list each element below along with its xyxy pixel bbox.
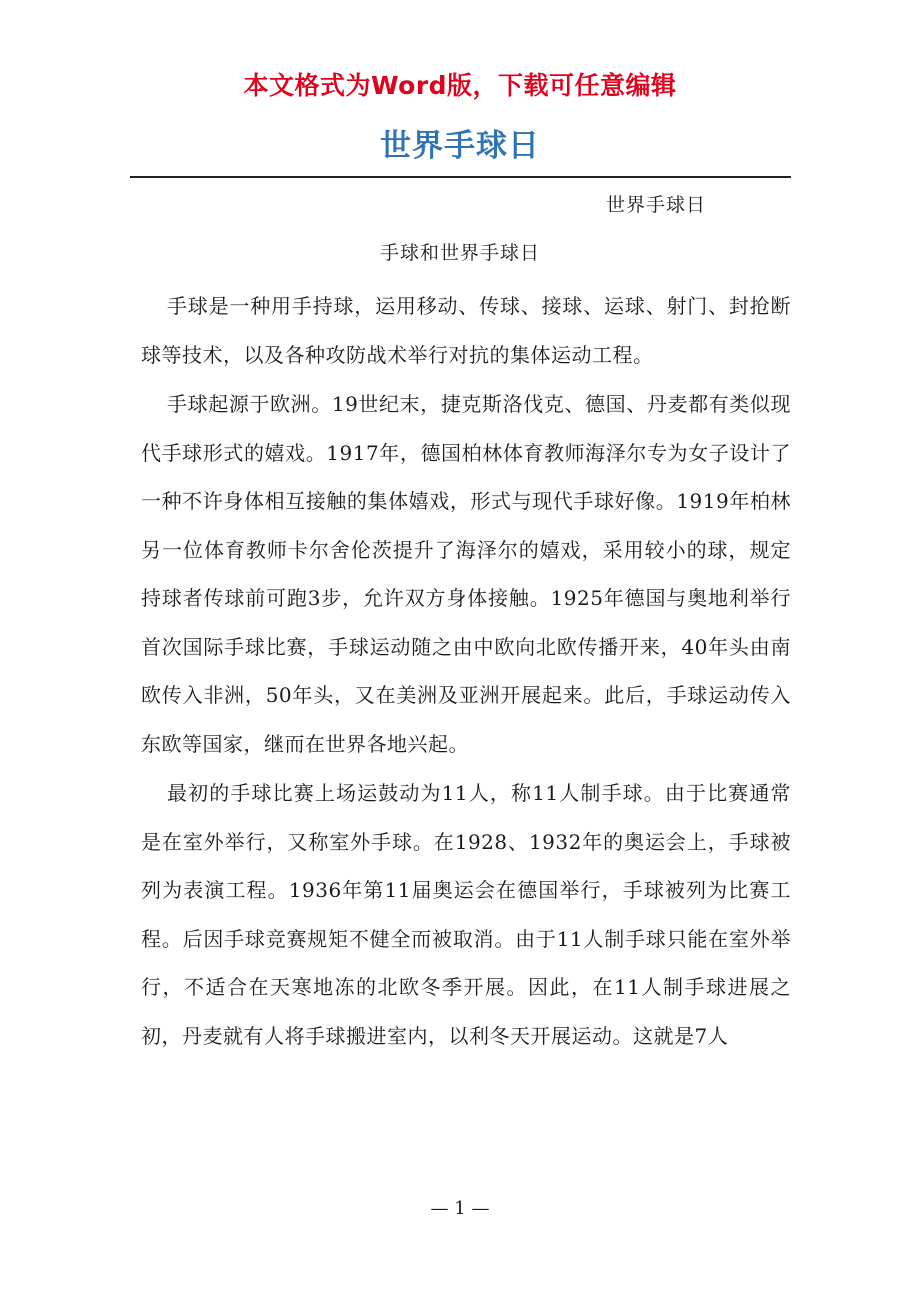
paragraph-definition: 手球是一种用手持球，运用移动、传球、接球、运球、射门、封抢断球等技术，以及各种攻防战术举行对抗的集体运动工程。 — [141, 294, 791, 367]
title-divider — [130, 176, 791, 178]
download-notice-banner: 本文格式为Word版，下载可任意编辑 — [243, 71, 677, 100]
page-number: — 1 — — [430, 1198, 490, 1219]
right-aligned-title: 世界手球日 — [605, 194, 706, 216]
article-body — [141, 282, 791, 1061]
section-subtitle: 手球和世界手球日 — [379, 242, 540, 264]
document-title: 世界手球日 — [380, 128, 540, 164]
paragraph-eleven-a-side: 最初的手球比赛上场运鼓动为11人，称11人制手球。由于比赛通常是在室外举行，又称室外手球。在1928、1932年的奥运会上，手球被列为表演工程。1936年第11届奥运会在德国举行，手球被列为比赛工程。后因手球竞赛规矩不健全而被取消。由于11人制手球只能在室外举行，不适合在天寒地冻的北欧冬季开展。因此，在11人制手球进展之初，丹麦就有人将手球搬进室内，以利冬天开展运动。这就是7人 — [141, 781, 791, 1048]
paragraph-origin: 手球起源于欧洲。19世纪末，捷克斯洛伐克、德国、丹麦都有类似现代手球形式的嬉戏。1917年，德国柏林体育教师海泽尔专为女子设计了一种不许身体相互接触的集体嬉戏，形式与现代手球好像。1919年柏林另一位体育教师卡尔舍伦茨提升了海泽尔的嬉戏，采用较小的球，规定持球者传球前可跑3步，允许双方身体接触。1925年德国与奥地利举行首次国际手球比赛，手球运动随之由中欧向北欧传播开来，40年头由南欧传入非洲，50年头，又在美洲及亚洲开展起来。此后，手球运动传入东欧等国家，继而在世界各地兴起。 — [141, 392, 791, 756]
